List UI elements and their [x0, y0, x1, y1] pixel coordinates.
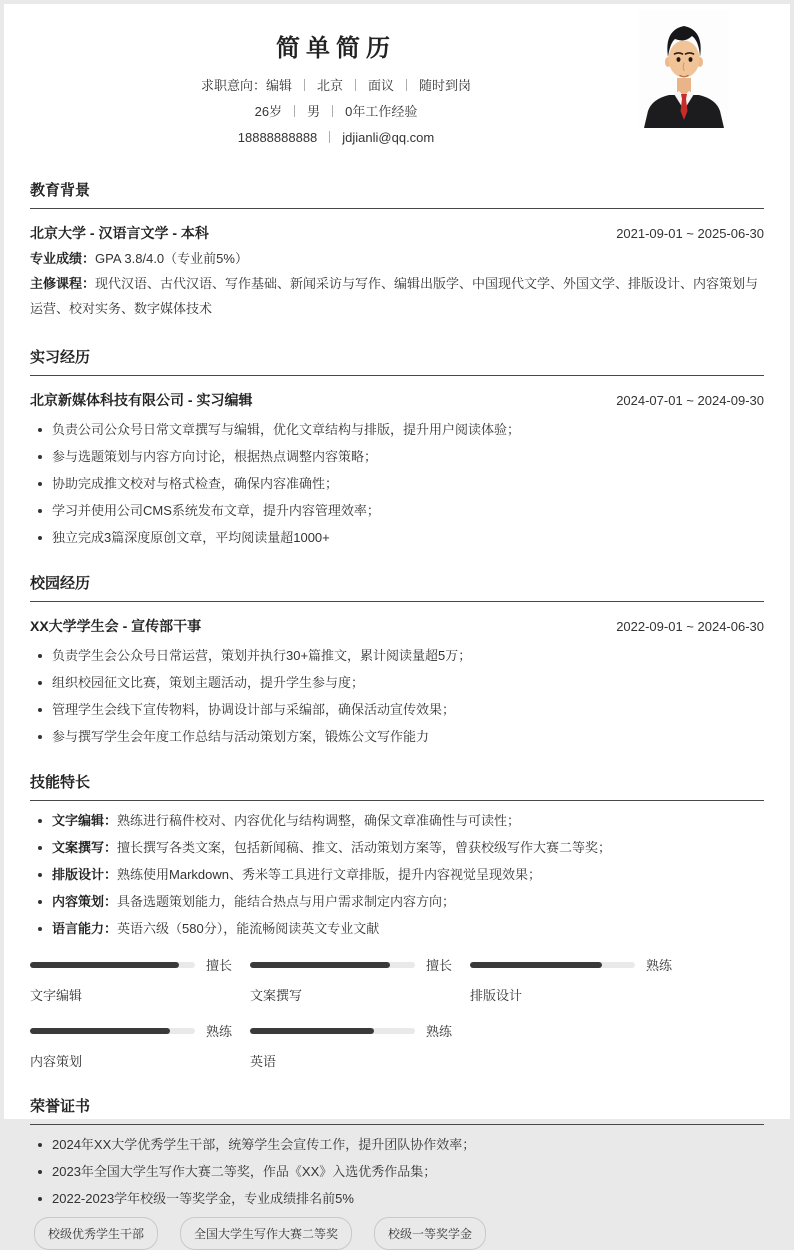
header-text-block — [30, 4, 642, 151]
internship-entry-head — [30, 390, 764, 410]
list-item — [30, 812, 764, 830]
skill-label: 语言能力： — [52, 921, 118, 936]
section-internship — [30, 346, 764, 547]
section-heading-campus: 校园经历 — [30, 572, 764, 602]
skill-label: 文字编辑： — [52, 813, 118, 828]
skill-desc: 熟练进行稿件校对、内容优化与结构调整，确保文章准确性与可读性； — [117, 813, 521, 828]
section-honors — [30, 1095, 764, 1250]
skill-level-label: 熟练 — [646, 958, 673, 973]
email-text: jdjianli@qq.com — [342, 130, 435, 145]
skill-bar-track — [250, 1028, 415, 1034]
skill-bar-content-planning — [30, 1021, 250, 1070]
divider — [294, 105, 295, 117]
campus-entry-head — [30, 616, 764, 636]
skill-level-label: 熟练 — [426, 1024, 453, 1039]
skill-bar-fill — [250, 962, 390, 968]
skill-bar-fill — [250, 1028, 374, 1034]
job-intent-city: 北京 — [316, 78, 343, 93]
section-campus — [30, 572, 764, 746]
internship-date-range: 2024-07-01 ~ 2024-09-30 — [616, 393, 764, 408]
list-item: 参与撰写学生会年度工作总结与活动策划方案，锻炼公文写作能力 — [30, 728, 764, 746]
skills-bullet-list — [30, 812, 764, 938]
resume-title: 简单简历 — [276, 35, 396, 62]
job-intent-availability: 随时到岗 — [419, 78, 472, 93]
divider — [329, 131, 330, 143]
honor-tag: 校级一等奖学金 — [374, 1217, 486, 1250]
section-heading-skills: 技能特长 — [30, 771, 764, 801]
skill-bar-name: 文案撰写 — [250, 988, 303, 1003]
experience-text: 0年工作经验 — [345, 104, 418, 119]
skill-bar-text-editing — [30, 955, 250, 1004]
divider — [304, 79, 305, 91]
resume-page — [4, 4, 790, 1241]
skill-bar-fill — [470, 962, 602, 968]
divider — [406, 79, 407, 91]
skill-bar-english — [250, 1021, 470, 1070]
phone-text: 18888888888 — [237, 130, 318, 145]
profile-photo — [638, 10, 730, 128]
list-item: 独立完成3篇深度原创文章，平均阅读量超1000+ — [30, 529, 764, 547]
campus-bullet-list — [30, 647, 764, 746]
skill-bar-fill — [30, 1028, 170, 1034]
job-intent-salary: 面议 — [368, 78, 395, 93]
job-intent-line — [30, 73, 642, 99]
section-heading-internship: 实习经历 — [30, 346, 764, 376]
divider — [332, 105, 333, 117]
skill-bar-track — [250, 962, 415, 968]
skill-desc: 擅长撰写各类文案，包括新闻稿、推文、活动策划方案等，曾获校级写作大赛二等奖； — [117, 840, 612, 855]
honor-tag: 校级优秀学生干部 — [34, 1217, 158, 1250]
list-item: 组织校园征文比赛，策划主题活动，提升学生参与度； — [30, 674, 764, 692]
list-item: 参与选题策划与内容方向讨论，根据热点调整内容策略； — [30, 448, 764, 466]
contact-line — [30, 125, 642, 151]
skill-bar-track — [470, 962, 635, 968]
list-item — [30, 893, 764, 911]
skill-bars-grid — [30, 955, 764, 1070]
list-item — [30, 920, 764, 938]
courses-label: 主修课程： — [30, 276, 96, 291]
skill-label: 排版设计： — [52, 867, 118, 882]
skill-desc: 具备选题策划能力，能结合热点与用户需求制定内容方向； — [117, 894, 456, 909]
courses-line — [30, 271, 764, 321]
skill-desc: 英语六级（580分），能流畅阅读英文专业文献 — [117, 921, 380, 936]
skill-bar-track — [30, 962, 195, 968]
skill-bar-track — [30, 1028, 195, 1034]
gpa-line — [30, 246, 764, 271]
skill-level-label: 擅长 — [206, 958, 233, 973]
gender-text: 男 — [307, 104, 321, 119]
list-item: 2022-2023学年校级一等奖学金，专业成绩排名前5% — [30, 1190, 764, 1208]
section-heading-honors: 荣誉证书 — [30, 1095, 764, 1125]
school-degree-title: 北京大学 - 汉语言文学 - 本科 — [30, 225, 209, 241]
list-item: 2024年XX大学优秀学生干部，统筹学生会宣传工作，提升团队协作效率； — [30, 1136, 764, 1154]
man-portrait-illustration — [638, 10, 730, 128]
skill-desc: 熟练使用Markdown、秀米等工具进行文章排版，提升内容视觉呈现效果； — [117, 867, 541, 882]
section-heading-education: 教育背景 — [30, 179, 764, 209]
skill-bar-name: 内容策划 — [30, 1054, 83, 1069]
age-text: 26岁 — [254, 104, 283, 119]
skill-bar-name: 排版设计 — [470, 988, 523, 1003]
section-education — [30, 179, 764, 321]
resume-header — [30, 4, 764, 154]
internship-bullet-list — [30, 421, 764, 547]
campus-date-range: 2022-09-01 ~ 2024-06-30 — [616, 619, 764, 634]
organization-role-title: XX大学学生会 - 宣传部干事 — [30, 618, 202, 634]
list-item — [30, 866, 764, 884]
honors-bullet-list — [30, 1136, 764, 1208]
skill-bar-name: 文字编辑 — [30, 988, 83, 1003]
list-item: 负责公司公众号日常文章撰写与编辑，优化文章结构与排版，提升用户阅读体验； — [30, 421, 764, 439]
list-item: 负责学生会公众号日常运营，策划并执行30+篇推文，累计阅读量超5万； — [30, 647, 764, 665]
job-intent-position: 编辑 — [265, 78, 292, 93]
list-item: 管理学生会线下宣传物料，协调设计部与采编部，确保活动宣传效果； — [30, 701, 764, 719]
skill-label: 内容策划： — [52, 894, 118, 909]
skill-bar-fill — [30, 962, 179, 968]
personal-info-line — [30, 99, 642, 125]
skill-bar-copywriting — [250, 955, 470, 1004]
section-skills — [30, 771, 764, 1070]
list-item: 协助完成推文校对与格式检查，确保内容准确性； — [30, 475, 764, 493]
company-role-title: 北京新媒体科技有限公司 - 实习编辑 — [30, 392, 253, 408]
education-date-range: 2021-09-01 ~ 2025-06-30 — [616, 226, 764, 241]
skill-label: 文案撰写： — [52, 840, 118, 855]
education-entry-head — [30, 223, 764, 243]
skill-bar-layout-design — [470, 955, 690, 1004]
job-intent-label: 求职意向： — [200, 78, 266, 93]
skill-bar-name: 英语 — [250, 1054, 277, 1069]
skill-level-label: 熟练 — [206, 1024, 233, 1039]
skill-level-label: 擅长 — [426, 958, 453, 973]
honor-tags-row — [34, 1217, 764, 1250]
gpa-label: 专业成绩： — [30, 251, 96, 266]
gpa-value: GPA 3.8/4.0（专业前5%） — [95, 251, 248, 266]
divider — [355, 79, 356, 91]
courses-value: 现代汉语、古代汉语、写作基础、新闻采访与写作、编辑出版学、中国现代文学、外国文学、排版设计、内容策划与运营、校对实务、数字媒体技术 — [30, 276, 759, 316]
list-item: 2023年全国大学生写作大赛二等奖，作品《XX》入选优秀作品集； — [30, 1163, 764, 1181]
list-item: 学习并使用公司CMS系统发布文章，提升内容管理效率； — [30, 502, 764, 520]
honor-tag: 全国大学生写作大赛二等奖 — [180, 1217, 352, 1250]
list-item — [30, 839, 764, 857]
